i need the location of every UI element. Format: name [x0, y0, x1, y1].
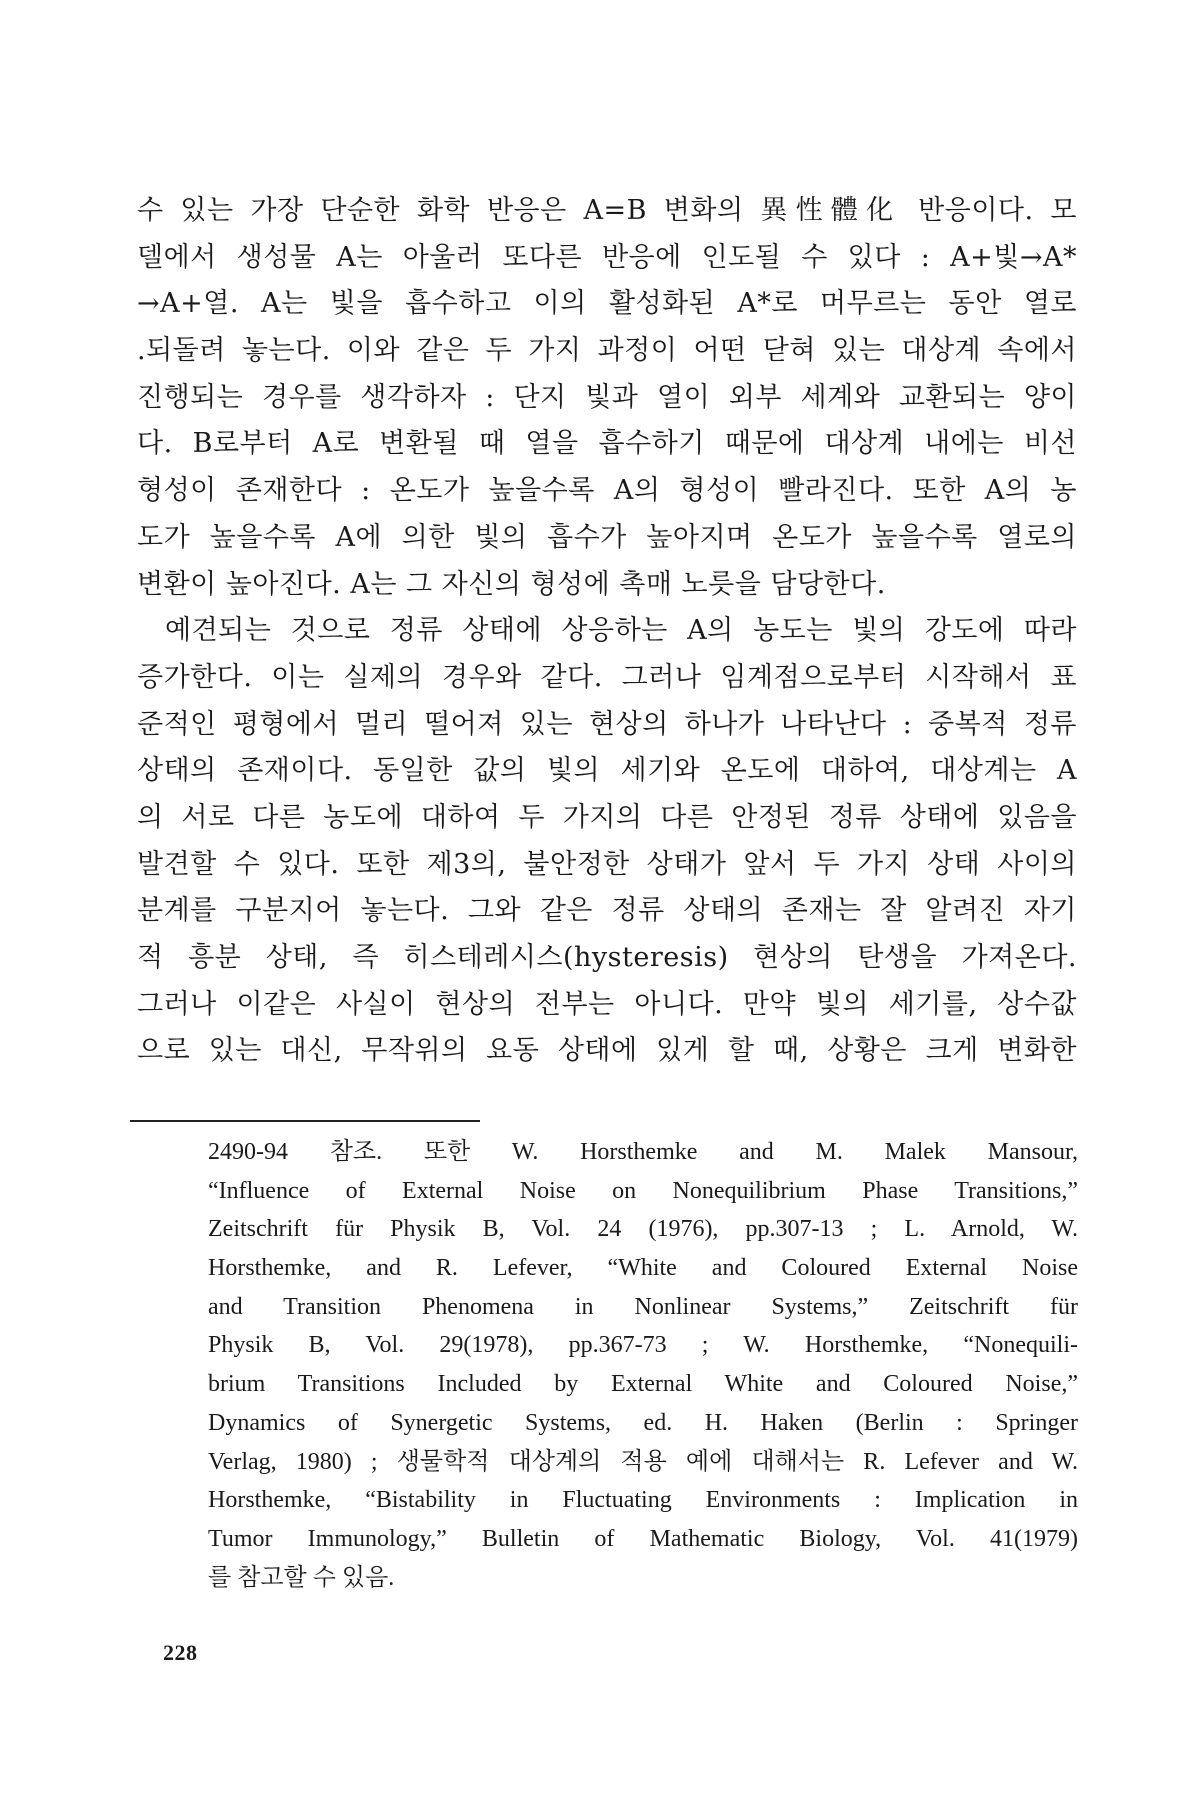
body-line: 그러나 이같은 사실이 현상의 전부는 아니다. 만약 빛의 세기를, 상수값 [137, 988, 1077, 1020]
body-line: 발견할 수 있다. 또한 제3의, 불안정한 상태가 앞서 두 가지 상태 사이의 [137, 848, 1077, 880]
footnote-line: Dynamics of Synergetic Systems, ed. H. Haken (Berlin : Springer [208, 1409, 1078, 1436]
body-line: →A+열. A는 빛을 흡수하고 이의 활성화된 A*로 머무르는 동안 열로 [137, 288, 1077, 320]
body-line: 상태의 존재이다. 동일한 값의 빛의 세기와 온도에 대하여, 대상계는 A [137, 755, 1077, 787]
body-line: 증가한다. 이는 실제의 경우와 같다. 그러나 임계점으로부터 시작해서 표 [137, 661, 1077, 693]
body-line: 형성이 존재한다 : 온도가 높을수록 A의 형성이 빨라진다. 또한 A의 농 [137, 475, 1077, 507]
body-text [137, 188, 1077, 1075]
body-line: 델에서 생성물 A는 아울러 또다른 반응에 인도될 수 있다 : A+빛→A* [137, 241, 1077, 273]
footnote-line: Tumor Immunology,” Bulletin of Mathematic Biology, Vol. 41(1979) [208, 1525, 1078, 1552]
body-line: 으로 있는 대신, 무작위의 요동 상태에 있게 할 때, 상황은 크게 변화한 [137, 1035, 1077, 1067]
footnote-line: Physik B, Vol. 29(1978), pp.367-73 ; W. Horsthemke, “Nonequili- [208, 1332, 1078, 1359]
body-line: 예견되는 것으로 정류 상태에 상응하는 A의 농도는 빛의 강도에 따라 [165, 615, 1077, 647]
body-line: 분계를 구분지어 놓는다. 그와 같은 정류 상태의 존재는 잘 알려진 자기 [137, 895, 1077, 927]
footnote-divider [130, 1120, 480, 1122]
body-line: 진행되는 경우를 생각하자 : 단지 빛과 열이 외부 세계와 교환되는 양이 [137, 381, 1077, 413]
footnote-line: and Transition Phenomena in Nonlinear Systems,” Zeitschrift für [208, 1293, 1078, 1320]
body-line: 의 서로 다른 농도에 대하여 두 가지의 다른 안정된 정류 상태에 있음을 [137, 801, 1077, 833]
footnote [208, 1133, 1078, 1597]
footnote-line: brium Transitions Included by External White and Coloured Noise,” [208, 1371, 1078, 1398]
footnote-line: Horsthemke, and R. Lefever, “White and Coloured External Noise [208, 1255, 1078, 1282]
footnote-line: Horsthemke, “Bistability in Fluctuating Environments : Implication in [208, 1487, 1078, 1514]
body-line: 도가 높을수록 A에 의한 빛의 흡수가 높아지며 온도가 높을수록 열로의 [137, 521, 1077, 553]
body-line: 준적인 평형에서 멀리 떨어져 있는 현상의 하나가 나타난다 : 중복적 정류 [137, 708, 1077, 740]
footnote-line: Zeitschrift für Physik B, Vol. 24 (1976), pp.307-13 ; L. Arnold, W. [208, 1216, 1078, 1243]
body-line: .되돌려 놓는다. 이와 같은 두 가지 과정이 어떤 닫혀 있는 대상계 속에서 [137, 335, 1077, 367]
body-line: 다. B로부터 A로 변환될 때 열을 흡수하기 때문에 대상계 내에는 비선 [137, 428, 1077, 460]
body-line: 적 흥분 상태, 즉 히스테레시스(hysteresis) 현상의 탄생을 가져온다. [137, 942, 1077, 973]
body-line: 변환이 높아진다. A는 그 자신의 형성에 촉매 노릇을 담당한다. [137, 568, 886, 600]
footnote-line: 를 참고할 수 있음. [208, 1564, 395, 1591]
body-line: 수 있는 가장 단순한 화학 반응은 A=B 변화의 異性體化 반응이다. 모 [137, 195, 1077, 226]
footnote-line: “Influence of External Noise on Nonequilibrium Phase Transitions,” [208, 1177, 1078, 1204]
page-number: 228 [163, 1640, 198, 1665]
footnote-line: Verlag, 1980) ; 생물학적 대상계의 적용 예에 대해서는 R. Lefever and W. [208, 1448, 1078, 1475]
footnote-line: 2490-94 참조. 또한 W. Horsthemke and M. Malek Mansour, [208, 1139, 1078, 1165]
